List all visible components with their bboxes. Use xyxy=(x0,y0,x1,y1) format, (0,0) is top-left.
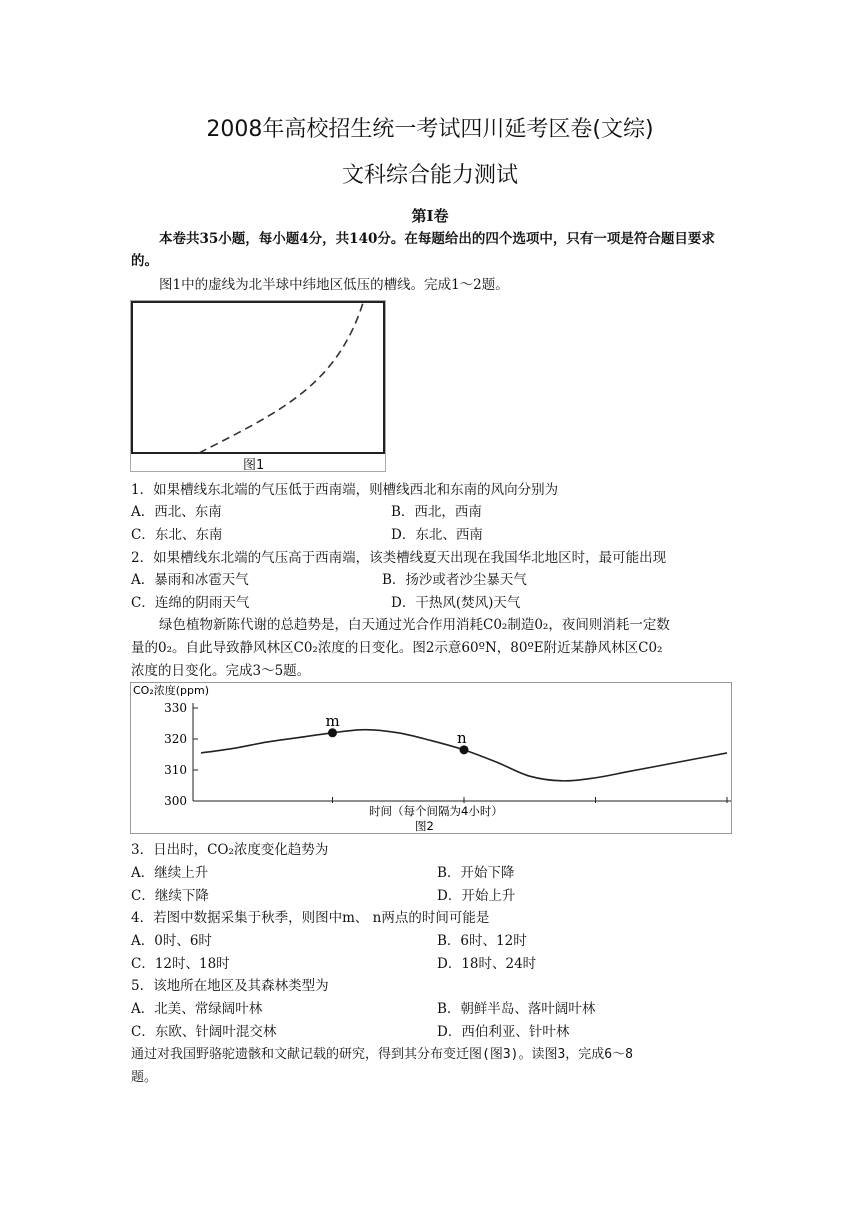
q4-stem: 4．若图中数据采集于秋季，则图中m、 n两点的时间可能是 xyxy=(131,910,490,926)
intro-2-line-3: 浓度的日变化。完成3～5题。 xyxy=(131,663,311,679)
q2-option-b: B．扬沙或者沙尘暴天气 xyxy=(382,572,527,588)
q1-stem: 1．如果槽线东北端的气压低于西南端，则槽线西北和东南的风向分别为 xyxy=(131,482,559,498)
q4-option-a: A．0时、6时 xyxy=(131,933,212,949)
q1-option-d: D．东北、西南 xyxy=(391,527,483,543)
y-tick-label: 330 xyxy=(164,701,187,715)
q1-option-a: A．西北、东南 xyxy=(131,504,222,520)
q4-option-d: D．18时、24时 xyxy=(437,956,537,972)
point-label-m: m xyxy=(325,711,340,730)
y-tick-label: 310 xyxy=(164,763,187,777)
intro-2-line-1: 绿色植物新陈代谢的总趋势是，白天通过光合作用消耗C0₂制造0₂，夜间则消耗一定数 xyxy=(159,617,670,633)
figure-1-label: 图1 xyxy=(243,458,265,473)
point-label-n: n xyxy=(457,728,467,747)
figure-2-chart xyxy=(130,682,732,834)
q5-option-c: C．东欧、针阔叶混交林 xyxy=(131,1024,277,1040)
intro-3-line-2: 题。 xyxy=(131,1070,158,1085)
q5-stem: 5．该地所在地区及其森林类型为 xyxy=(131,978,329,994)
intro-2-line-2: 量的0₂。自此导致静风林区C0₂浓度的日变化。图2示意60ºN，80ºE附近某静风林区C0₂ xyxy=(131,640,663,656)
chart-ylabel: CO₂浓度(ppm) xyxy=(133,684,210,697)
q3-option-b: B．开始下降 xyxy=(437,865,515,881)
q3-stem: 3．日出时，CO₂浓度变化趋势为 xyxy=(131,842,329,858)
q2-option-d: D．干热风(焚风)天气 xyxy=(391,595,521,611)
page-title: 2008年高校招生统一考试四川延考区卷(文综) xyxy=(206,117,654,142)
intro-1: 图1中的虚线为北半球中纬地区低压的槽线。完成1～2题。 xyxy=(159,277,509,293)
figure-1 xyxy=(130,300,386,472)
q3-option-c: C．继续下降 xyxy=(131,888,209,904)
q3-option-d: D．开始上升 xyxy=(437,888,516,904)
chart-svg xyxy=(131,683,731,833)
q2-option-c: C．连绵的阴雨天气 xyxy=(131,595,250,611)
page-subtitle: 文科综合能力测试 xyxy=(341,163,518,188)
section-heading: 第Ⅰ卷 xyxy=(411,207,449,225)
q5-option-b: B．朝鲜半岛、落叶阔叶林 xyxy=(437,1001,596,1017)
instructions: 本卷共35小题，每小题4分，共140分。在每题给出的四个选项中，只有一项是符合题目要求的。 xyxy=(131,231,715,269)
q4-option-c: C．12时、18时 xyxy=(131,956,230,972)
chart-caption: 图2 xyxy=(415,819,434,833)
q2-stem: 2．如果槽线东北端的气压高于西南端，该类槽线夏天出现在我国华北地区时，最可能出现 xyxy=(131,550,667,566)
q2-option-a: A．暴雨和冰雹天气 xyxy=(131,572,249,588)
q5-option-d: D．西伯利亚、针叶林 xyxy=(437,1024,570,1040)
y-tick-label: 300 xyxy=(164,794,187,808)
intro-3-line-1: 通过对我国野骆驼遗骸和文献记载的研究，得到其分布变迁图(图3)。读图3，完成6～8 xyxy=(131,1047,633,1062)
q3-option-a: A．继续上升 xyxy=(131,865,209,881)
y-tick-label: 320 xyxy=(164,732,187,746)
q1-option-c: C．东北、东南 xyxy=(131,527,223,543)
q1-option-b: B．西北，西南 xyxy=(391,504,482,520)
q4-option-b: B．6时、12时 xyxy=(437,933,527,949)
chart-xlabel: 时间（每个间隔为4小时） xyxy=(369,804,503,818)
q5-option-a: A．北美、常绿阔叶林 xyxy=(131,1001,263,1017)
